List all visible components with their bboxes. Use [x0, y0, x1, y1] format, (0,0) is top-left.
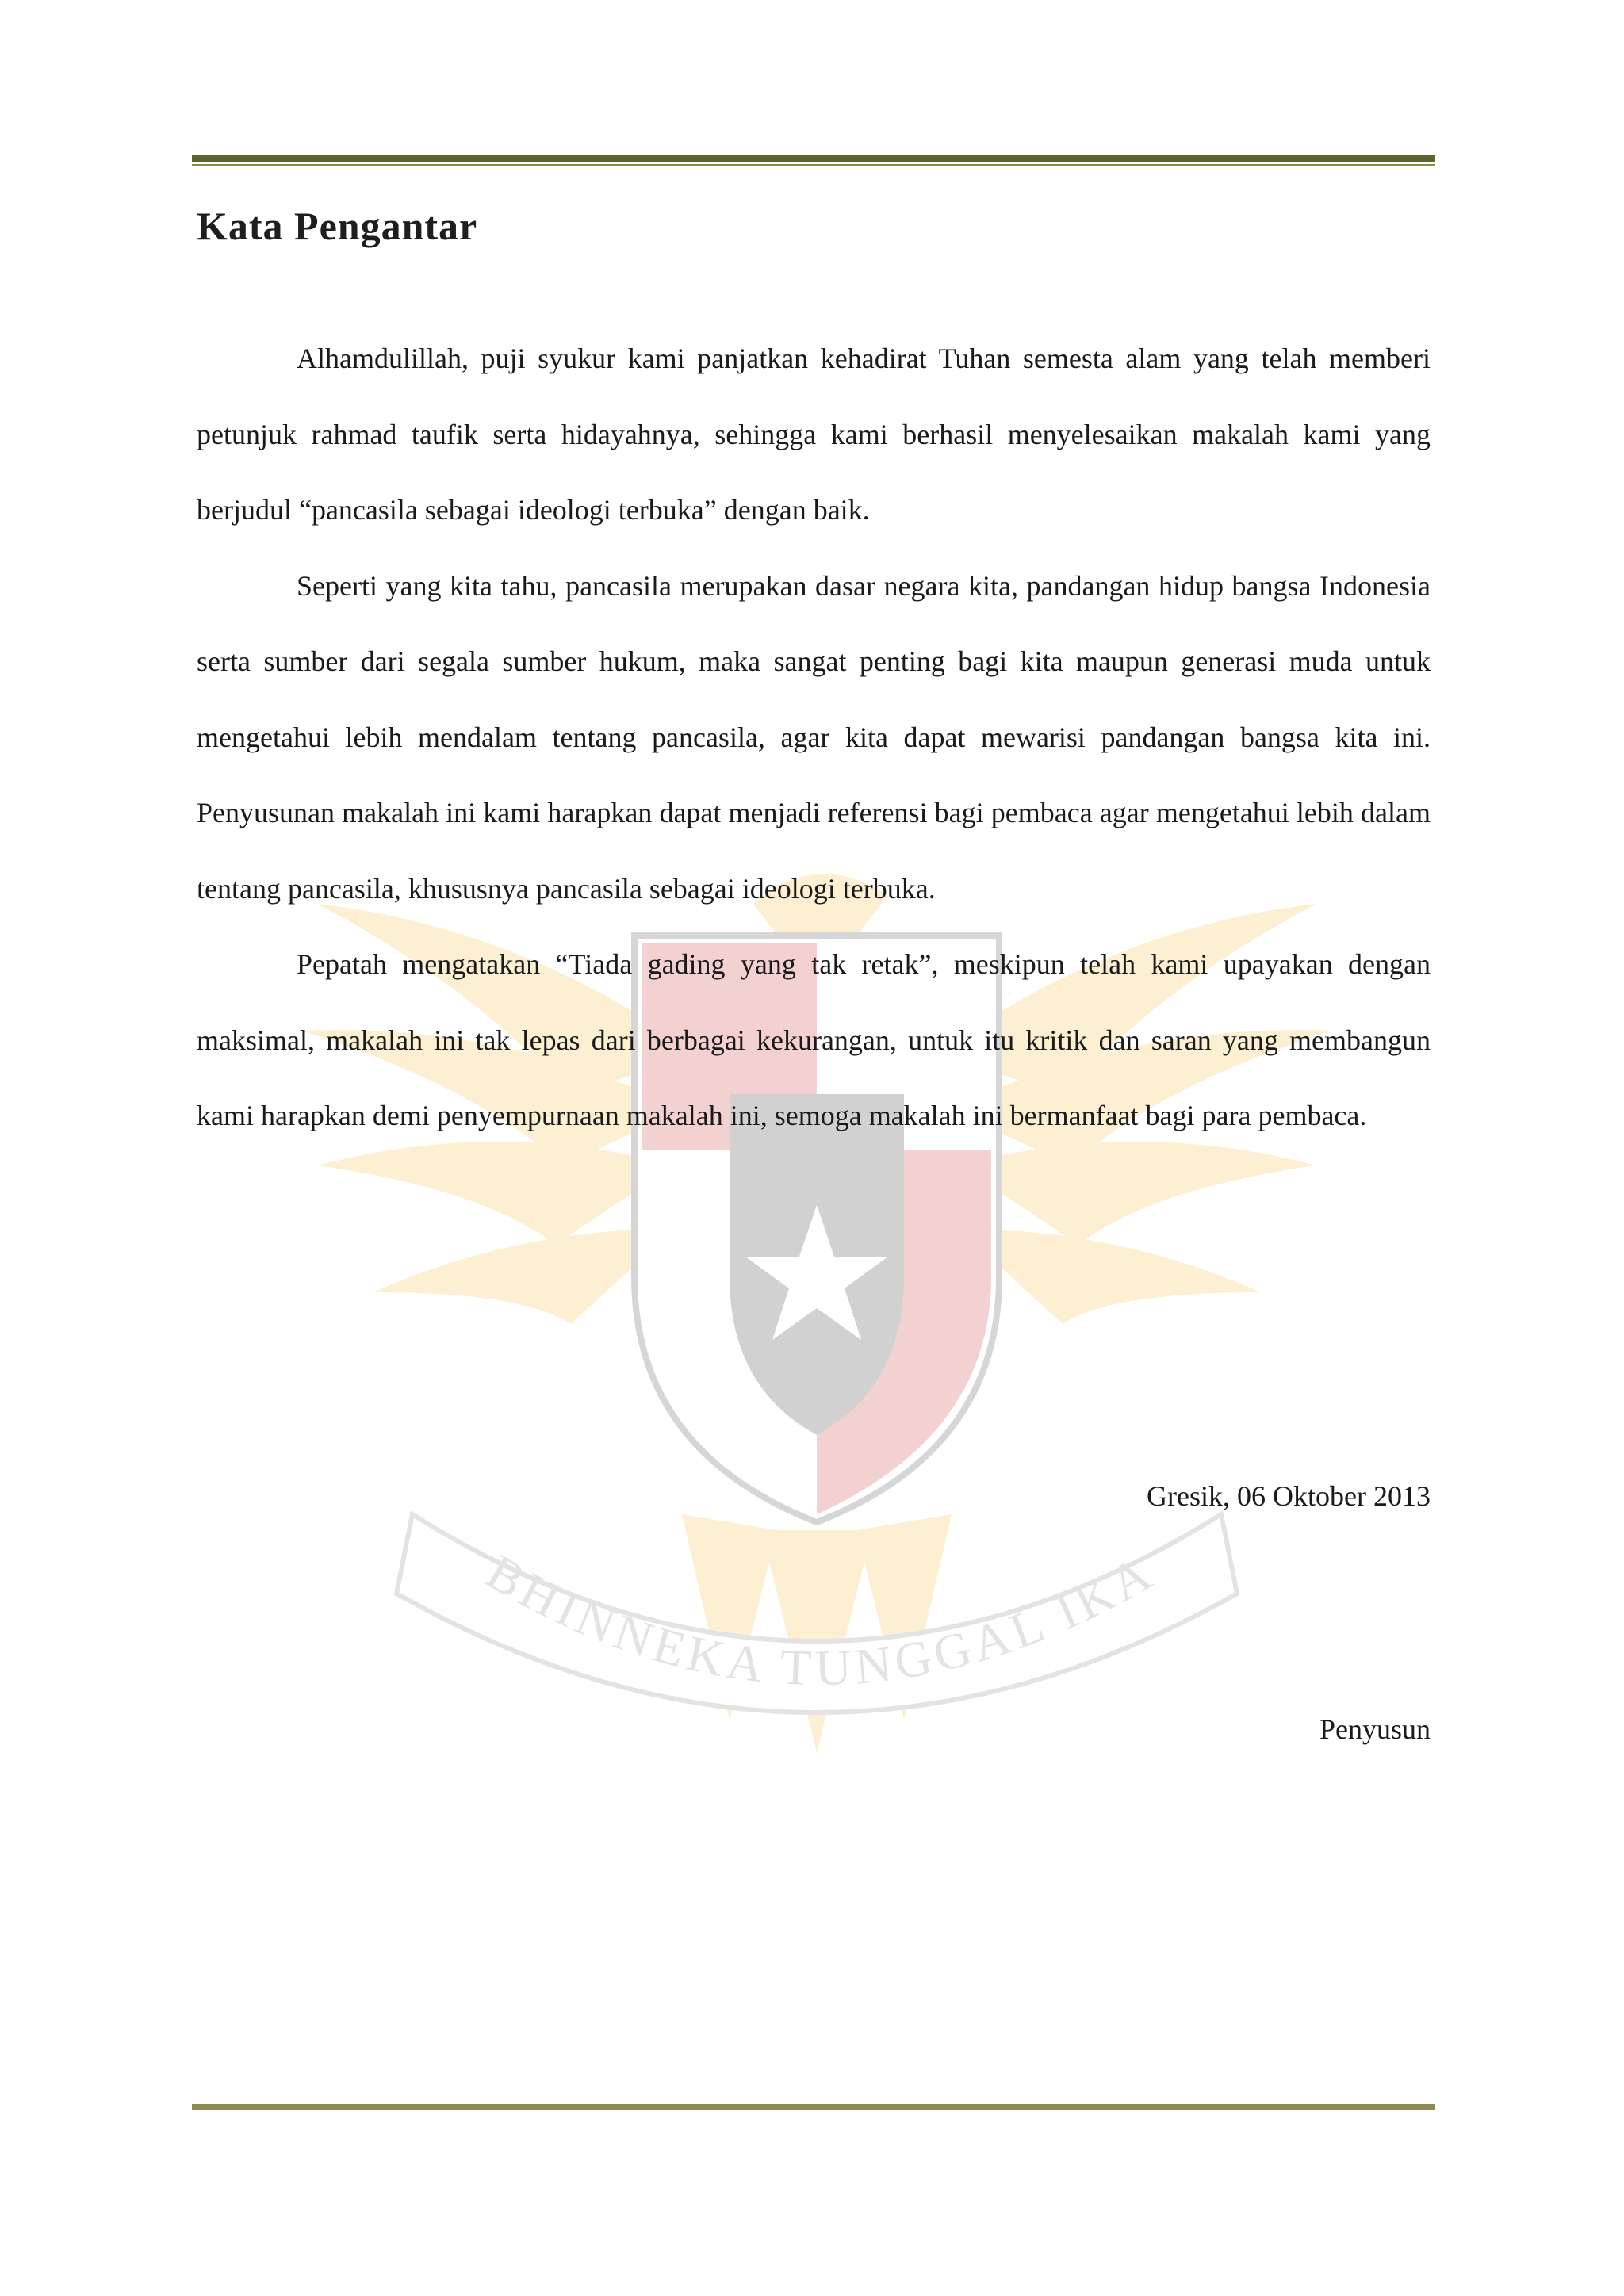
author-signature: Penyusun	[1319, 1713, 1431, 1745]
header-rule-thin	[192, 164, 1435, 166]
header-rule	[192, 155, 1435, 162]
page-title: Kata Pengantar	[197, 204, 478, 248]
paragraph-3: Pepatah mengatakan “Tiada gading yang tak retak”, meskipun telah kami upayakan dengan maksimal, makalah ini tak lepas dari berbagai kekurangan, untuk itu kritik dan saran yang membangun kami harapkan demi penyempurnaan makalah ini, semoga makalah ini bermanfaat bagi para pembaca.	[197, 948, 1431, 1131]
body-text	[197, 321, 1431, 1154]
footer-rule	[192, 2104, 1435, 2110]
motto-text: BHINNEKA TUNGGAL IKA	[477, 1543, 1165, 1697]
place-date: Gresik, 06 Oktober 2013	[1147, 1480, 1431, 1512]
paragraph-1: Alhamdulillah, puji syukur kami panjatkan kehadirat Tuhan semesta alam yang telah memberi petunjuk rahmad taufik serta hidayahnya, sehingga kami berhasil menyelesaikan makalah kami yang berjudul “pancasila sebagai ideologi terbuka” dengan baik.	[197, 342, 1431, 526]
paragraph-2: Seperti yang kita tahu, pancasila merupakan dasar negara kita, pandangan hidup bangsa Indonesia serta sumber dari segala sumber hukum, maka sangat penting bagi kita maupun generasi muda untuk mengetahui lebih mendalam tentang pancasila, agar kita dapat mewarisi pandangan bangsa kita ini. Penyusunan makalah ini kami harapkan dapat menjadi referensi bagi pembaca agar mengetahui lebih dalam tentang pancasila, khususnya pancasila sebagai ideologi terbuka.	[197, 569, 1431, 905]
